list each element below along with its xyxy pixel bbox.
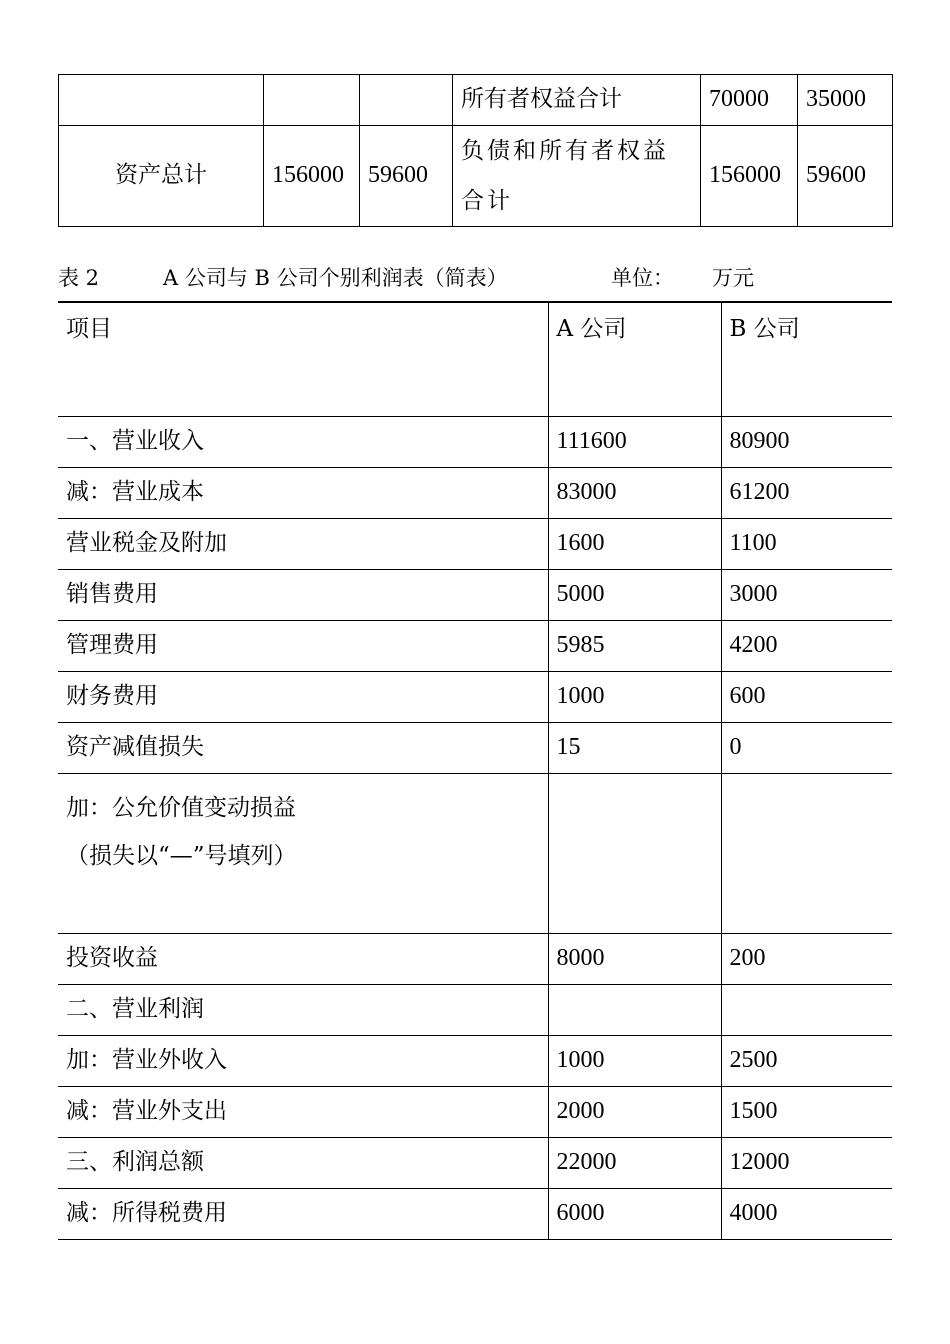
item-cell: 管理费用 — [58, 621, 548, 672]
table-row — [58, 774, 892, 934]
asset-item-cell — [59, 75, 264, 126]
asset-b-cell — [360, 75, 453, 126]
table-row — [58, 934, 892, 985]
header-item: 项目 — [58, 302, 548, 417]
liability-a-cell: 70000 — [701, 75, 798, 126]
company-a-cell: 111600 — [548, 417, 721, 468]
company-b-cell — [721, 985, 892, 1036]
company-a-cell: 15 — [548, 723, 721, 774]
asset-b-cell: 59600 — [360, 126, 453, 227]
asset-item-cell: 资产总计 — [59, 126, 264, 227]
company-a-cell: 8000 — [548, 934, 721, 985]
item-cell: 营业税金及附加 — [58, 519, 548, 570]
item-cell: 加：营业外收入 — [58, 1036, 548, 1087]
liability-b-cell: 35000 — [798, 75, 893, 126]
item-cell: 销售费用 — [58, 570, 548, 621]
asset-a-cell: 156000 — [264, 126, 360, 227]
liability-b-cell: 59600 — [798, 126, 893, 227]
table-row — [58, 1036, 892, 1087]
company-b-cell: 4200 — [721, 621, 892, 672]
income-statement-table — [58, 301, 892, 1240]
company-a-cell: 1000 — [548, 672, 721, 723]
company-b-cell: 80900 — [721, 417, 892, 468]
balance-sheet-fragment — [58, 74, 893, 227]
table-row — [58, 468, 892, 519]
table-row — [59, 126, 893, 227]
company-a-cell: 1600 — [548, 519, 721, 570]
table-label: 表 2 — [58, 266, 100, 290]
table-row — [58, 519, 892, 570]
company-b-cell: 2500 — [721, 1036, 892, 1087]
company-b-cell — [721, 774, 892, 934]
company-b-cell: 61200 — [721, 468, 892, 519]
table-row — [58, 672, 892, 723]
table-row — [58, 417, 892, 468]
table-row — [58, 1189, 892, 1240]
item-line-1: 加：公允价值变动损益 — [66, 795, 296, 821]
company-a-cell: 83000 — [548, 468, 721, 519]
company-b-cell: 1500 — [721, 1087, 892, 1138]
company-a-cell: 5000 — [548, 570, 721, 621]
company-b-cell: 3000 — [721, 570, 892, 621]
asset-a-cell — [264, 75, 360, 126]
table-header-row — [58, 302, 892, 417]
company-b-cell: 0 — [721, 723, 892, 774]
item-line-2: （损失以“—”号填列） — [66, 843, 297, 869]
table-row — [58, 723, 892, 774]
table-row — [58, 1138, 892, 1189]
company-a-cell: 6000 — [548, 1189, 721, 1240]
item-cell: 减：营业成本 — [58, 468, 548, 519]
item-cell: 一、营业收入 — [58, 417, 548, 468]
company-a-cell: 1000 — [548, 1036, 721, 1087]
company-a-cell — [548, 985, 721, 1036]
unit-label: 单位： — [611, 266, 674, 290]
header-company-b: B 公司 — [721, 302, 892, 417]
company-a-cell — [548, 774, 721, 934]
liability-item-cell: 负债和所有者权益合计 — [453, 126, 701, 227]
company-b-cell: 200 — [721, 934, 892, 985]
company-b-cell: 600 — [721, 672, 892, 723]
table-title: A 公司与 B 公司个别利润表（简表） — [163, 266, 508, 290]
table-row — [58, 621, 892, 672]
company-b-cell: 1100 — [721, 519, 892, 570]
table-row — [58, 985, 892, 1036]
company-b-cell: 4000 — [721, 1189, 892, 1240]
liability-a-cell: 156000 — [701, 126, 798, 227]
header-company-a: A 公司 — [548, 302, 721, 417]
item-cell — [58, 774, 548, 934]
company-a-cell: 2000 — [548, 1087, 721, 1138]
liability-item-cell: 所有者权益合计 — [453, 75, 701, 126]
table-row — [58, 570, 892, 621]
item-cell: 二、营业利润 — [58, 985, 548, 1036]
item-cell: 减：营业外支出 — [58, 1087, 548, 1138]
item-cell: 资产减值损失 — [58, 723, 548, 774]
item-cell: 财务费用 — [58, 672, 548, 723]
item-cell: 减：所得税费用 — [58, 1189, 548, 1240]
company-a-cell: 22000 — [548, 1138, 721, 1189]
unit-value: 万元 — [712, 266, 754, 290]
company-b-cell: 12000 — [721, 1138, 892, 1189]
company-a-cell: 5985 — [548, 621, 721, 672]
table-row — [59, 75, 893, 126]
item-cell: 三、利润总额 — [58, 1138, 548, 1189]
item-cell: 投资收益 — [58, 934, 548, 985]
table-row — [58, 1087, 892, 1138]
